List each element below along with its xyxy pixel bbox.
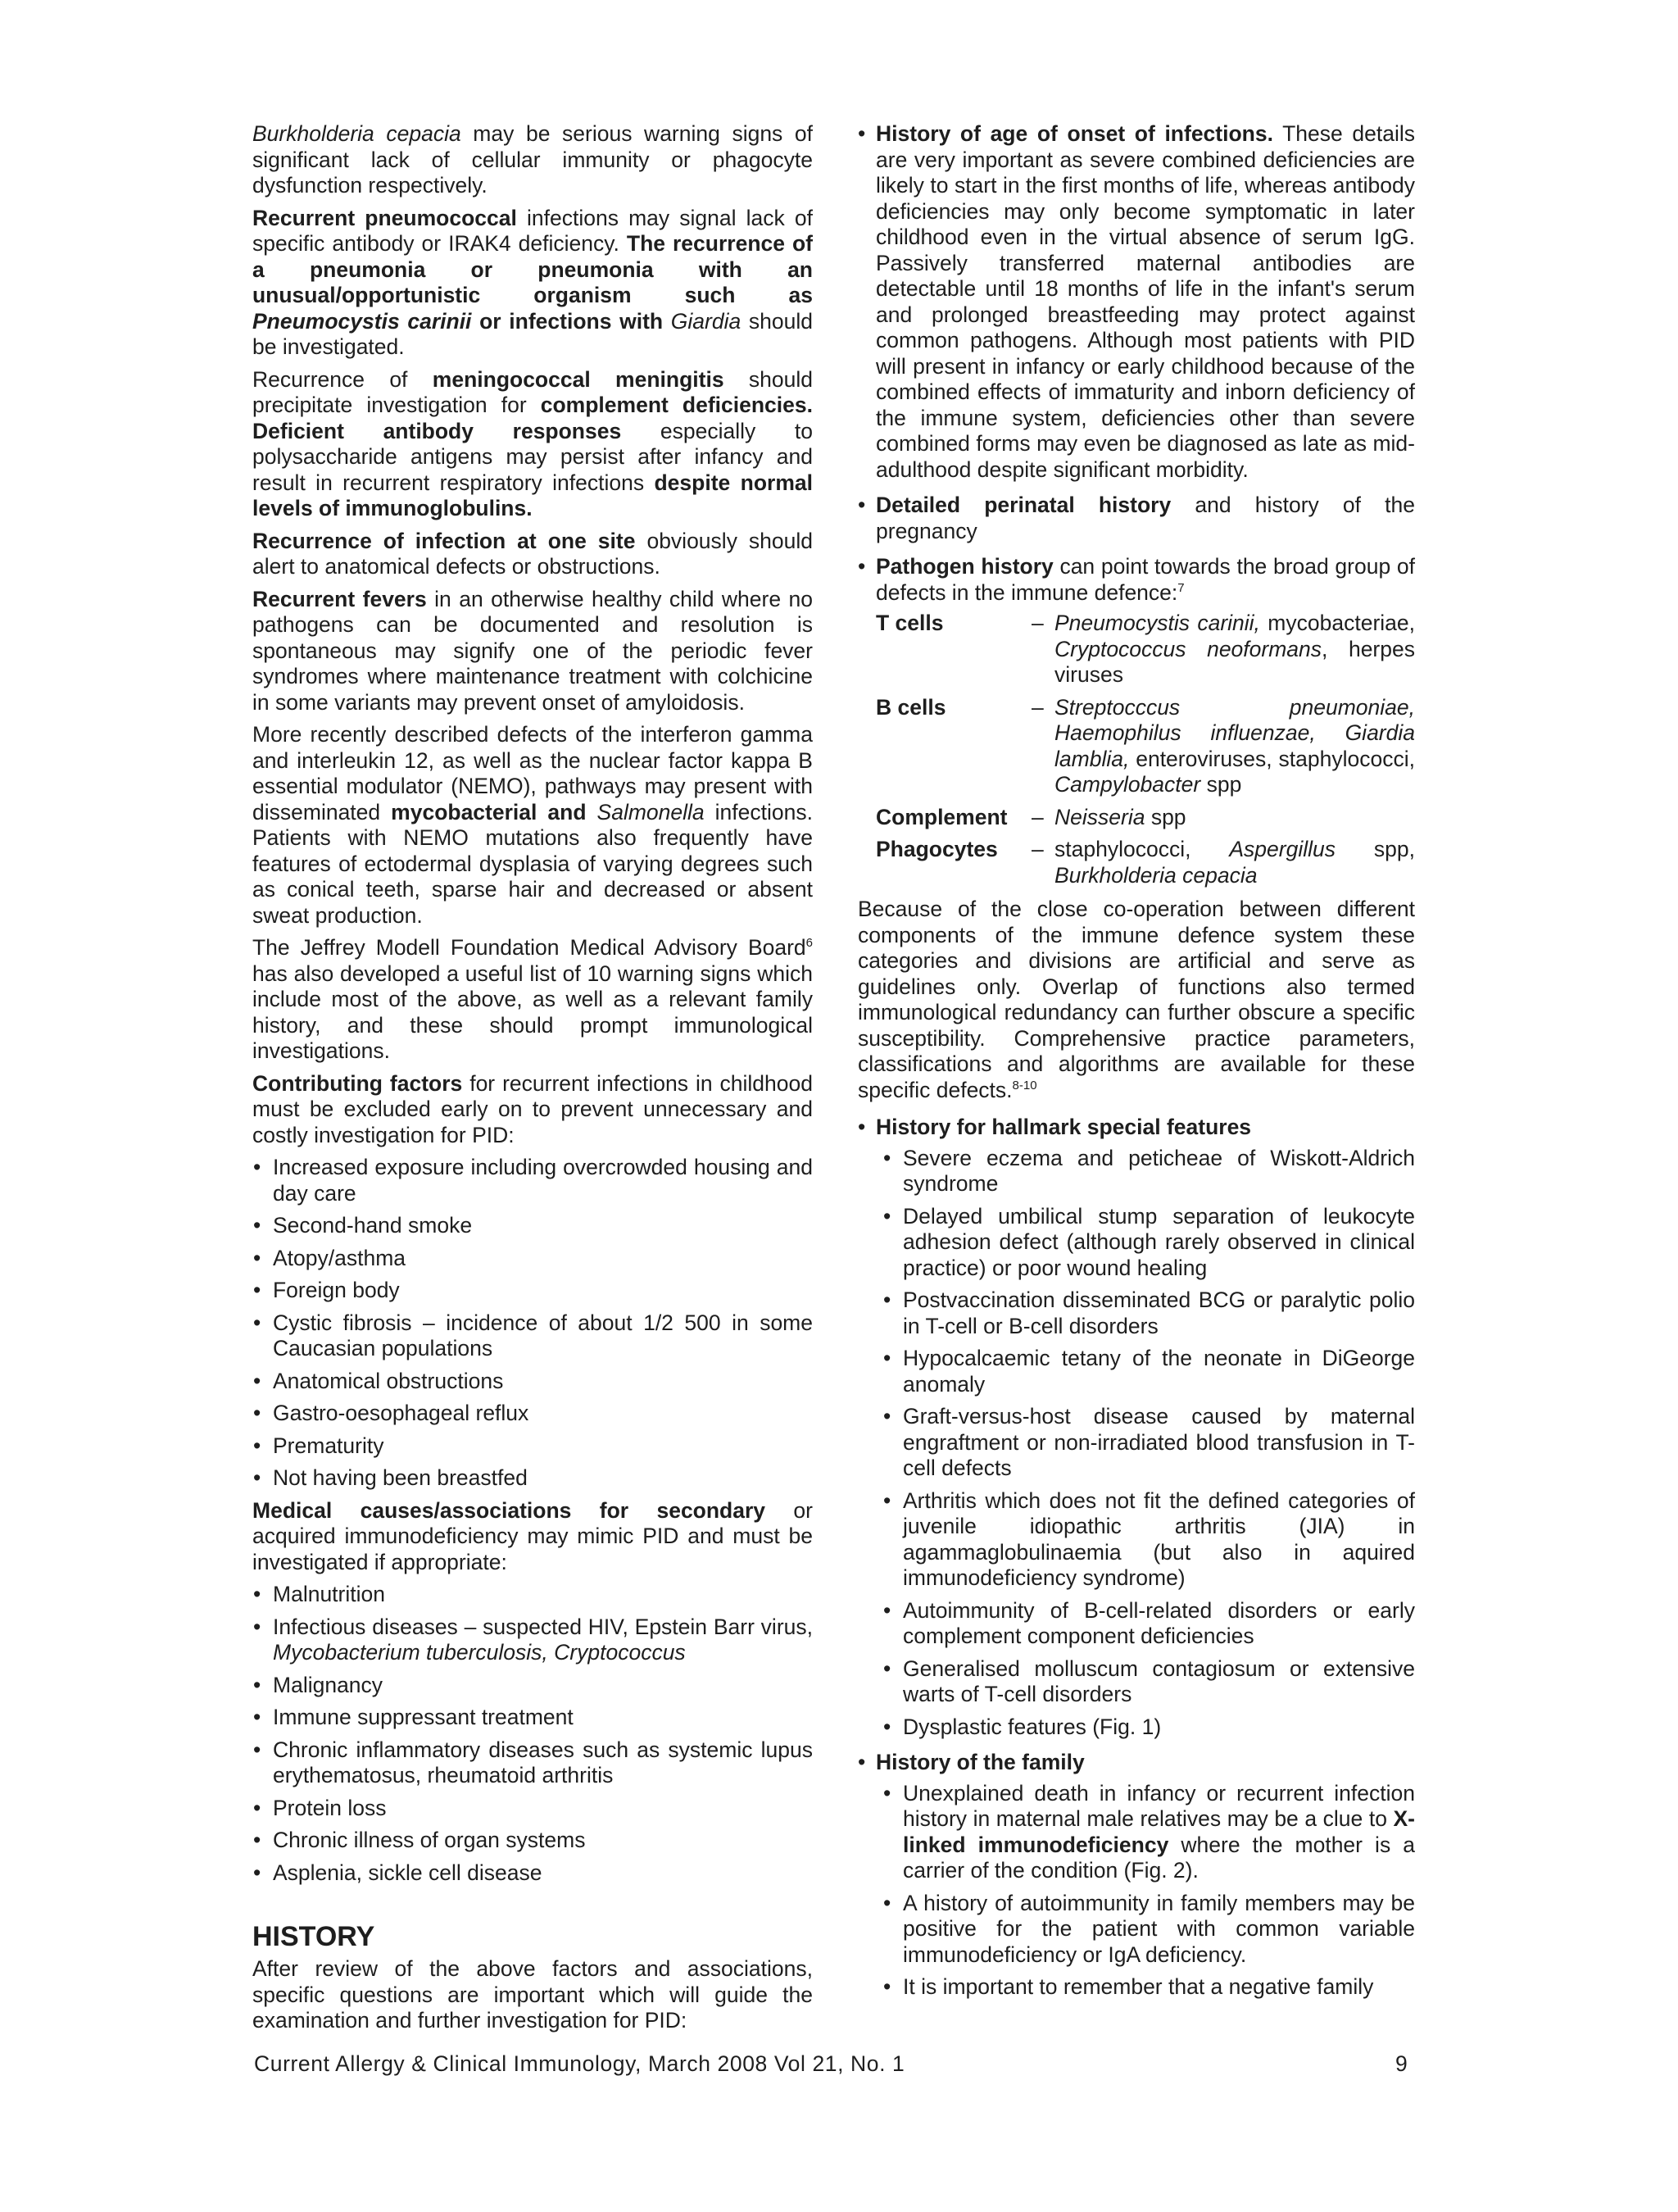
contributing-factors-list <box>252 1155 813 1492</box>
list-item-pathogen: • Pathogen history can point towards the broad group of defects in the immune defence:$^7$ T cells – Pneumocystis carinii, mycobacteriae, Cryptococcus neoformans, herpes viruses B cells – Streptocccus pneumoniae, Haemophilus influenzae, Giardia lamblia, enteroviruses, staphylococci, Campylobacter spp Complement – Neisseria spp Phagocytes – staphylococci, Aspergillus spp, Burkholderia cepacia <box>858 554 1415 888</box>
list-item: • Foreign body <box>252 1278 813 1304</box>
list-item: • Dysplastic features (Fig. 1) <box>876 1715 1415 1741</box>
footnote-ref: 7 <box>1177 580 1185 595</box>
list-item: • Second-hand smoke <box>252 1213 813 1239</box>
list-item: • Generalised molluscum contagiosum or extensive warts of T-cell disorders <box>876 1656 1415 1708</box>
list-item: • Unexplained death in infancy or recurrent infection history in maternal male relatives may be a clue to X-linked immunodeficiency where the mother is a carrier of the condition (Fig. 2). <box>876 1781 1415 1884</box>
list-item-hallmark: • History for hallmark special features • Severe eczema and peticheae of Wiskott-Aldrich syndrome • Delayed umbilical stump separation of leukocyte adhesion defect (although rarely observed in clinical practice) or poor wound healing • Postvaccination disseminated BCG or paralytic polio in T-cell or B-cell disorders • Hypocalcaemic tetany of the neonate in DiGeorge anomaly • Graft-versus-host disease caused by maternal engraftment or non-irradiated blood transfusion in T-cell defects • Arthritis which does not fit the defined categories of juvenile idiopathic arthritis (JIA) in agammaglobulinaemia (but also in aquired immunodeficiency syndrome) • Autoimmunity of B-cell-related disorders or early complement component deficiencies • Generalised molluscum contagiosum or extensive warts of T-cell disorders • Dysplastic features (Fig. 1) <box>858 1115 1415 1740</box>
journal-footer: Current Allergy & Clinical Immunology, March 2008 Vol 21, No. 1 <box>254 2051 905 2076</box>
paragraph-contributing: Contributing factors for recurrent infections in childhood must be excluded early on to prevent unnecessary and costly investigation for PID: <box>252 1070 813 1147</box>
paragraph-recurrent-fevers: Recurrent fevers in an otherwise healthy child where no pathogens can be documented and resolution is spontaneous may signify one of the periodic fever syndromes where maintenance treatment with colchicine in some variants may prevent onset of amyloidosis. <box>252 586 813 715</box>
paragraph-jeffrey-modell: The Jeffrey Modell Foundation Medical Advisory Board$^6$ has also developed a useful list of 10 warning signs which include most of the above, as well as a relevant family history, and these should prompt immunological investigations. <box>252 935 813 1063</box>
special-history-list <box>858 1115 1415 2001</box>
footnote-ref: 8-10 <box>1012 1078 1037 1092</box>
list-item: • Severe eczema and peticheae of Wiskott-Aldrich syndrome <box>876 1146 1415 1197</box>
list-item-perinatal: • Detailed perinatal history and history of the pregnancy <box>858 493 1415 544</box>
list-item: • Gastro-oesophageal reflux <box>252 1401 813 1427</box>
list-item: • A history of autoimmunity in family members may be positive for the patient with common variable immunodeficiency or IgA deficiency. <box>876 1891 1415 1969</box>
list-item: • Hypocalcaemic tetany of the neonate in DiGeorge anomaly <box>876 1346 1415 1397</box>
paragraph-warning-signs: Burkholderia cepacia may be serious warning signs of significant lack of cellular immunity or phagocyte dysfunction respectively. <box>252 121 814 198</box>
list-item: • Protein loss <box>252 1796 813 1822</box>
pathogen-row-bcells: B cells – Streptocccus pneumoniae, Haemophilus influenzae, Giardia lamblia, enteroviruses, staphylococci, Campylobacter spp <box>876 694 1415 797</box>
list-item: • Immune suppressant treatment <box>252 1705 813 1731</box>
history-list <box>858 121 1415 888</box>
list-item: • Not having been breastfed <box>252 1465 813 1492</box>
paragraph-cooperation: Because of the close co-operation between different components of the immune defence system these categories and divisions are artificial and serve as guidelines only. Overlap of functions also termed immunological redundancy can further obscure a specific susceptibility. Comprehensive practice parameters, classifications and algorithms are available for these specific defects.$^{8-10}$ <box>858 897 1415 1102</box>
list-item: • Infectious diseases – suspected HIV, Epstein Barr virus, Mycobacterium tuberculosis, Cryptococcus <box>252 1615 813 1666</box>
hallmark-features-list <box>876 1146 1415 1741</box>
page-number: 9 <box>1395 2051 1408 2076</box>
list-item: • Increased exposure including overcrowded housing and day care <box>252 1155 813 1206</box>
list-item: • Postvaccination disseminated BCG or paralytic polio in T-cell or B-cell disorders <box>876 1288 1415 1339</box>
section-heading-history: HISTORY <box>252 1921 375 1952</box>
paragraph-pneumococcal: Recurrent pneumococcal infections may signal lack of specific antibody or IRAK4 deficiency. The recurrence of a pneumonia or pneumonia with an unusual/opportunistic organism such as Pneumocystis carinii or infections with Giardia should be investigated. <box>252 205 813 359</box>
paragraph-interferon: More recently described defects of the interferon gamma and interleukin 12, as well as the nuclear factor kappa B essential modulator (NEMO), pathways may present with disseminated mycobacterial and Salmonella infections. Patients with NEMO mutations also frequently have features of ectodermal dysplasia of varying degrees such as conical teeth, sparse hair and decreased or absent sweat production. <box>252 722 813 928</box>
list-item: • Autoimmunity of B-cell-related disorders or early complement component deficiencies <box>876 1598 1415 1650</box>
paragraph-history-intro: After review of the above factors and associations, specific questions are important which will guide the examination and further investigation for PID: <box>252 1956 813 2033</box>
list-item-age-onset: • History of age of onset of infections. These details are very important as severe combined deficiencies are likely to start in the first months of life, whereas antibody deficiencies may only become symptomatic in later childhood even in the virtual absence of serum IgG. Passively transferred maternal antibodies are detectable until 18 months of life in the infant's serum and prolonged breastfeeding may protect against common pathogens. Although most patients with PID will present in infancy or early childhood because of the combined effects of immaturity and inborn deficiency of the immune system, deficiencies other than severe combined forms may even be diagnosed as late as mid-adulthood despite significant morbidity. <box>858 121 1415 483</box>
list-item: • Graft-versus-host disease caused by maternal engraftment or non-irradiated blood transfusion in T-cell defects <box>876 1404 1415 1482</box>
list-item: • Prematurity <box>252 1433 813 1460</box>
list-item: • Arthritis which does not fit the defined categories of juvenile idiopathic arthritis (JIA) in agammaglobulinaemia (but also in aquired immunodeficiency syndrome) <box>876 1488 1415 1592</box>
pathogen-row-tcells: T cells – Pneumocystis carinii, mycobacteriae, Cryptococcus neoformans, herpes viruses <box>876 611 1415 687</box>
pathogen-table <box>876 611 1415 888</box>
list-item: • Malnutrition <box>252 1582 813 1608</box>
list-item: • Atopy/asthma <box>252 1246 813 1272</box>
list-item: • Malignancy <box>252 1673 813 1699</box>
paragraph-one-site: Recurrence of infection at one site obviously should alert to anatomical defects or obstructions. <box>252 528 814 579</box>
paragraph-meningococcal: Recurrence of meningococcal meningitis should precipitate investigation for complement deficiencies. Deficient antibody responses especially to polysaccharide antigens may persist after infancy and result in recurrent respiratory infections despite normal levels of immunoglobulins. <box>252 366 813 520</box>
list-item: • Anatomical obstructions <box>252 1369 813 1395</box>
list-item: • Cystic fibrosis – incidence of about 1/2 500 in some Caucasian populations <box>252 1310 813 1362</box>
list-item: • Asplenia, sickle cell disease <box>252 1860 813 1887</box>
family-history-list <box>876 1781 1415 2001</box>
list-item: • Delayed umbilical stump separation of leukocyte adhesion defect (although rarely observed in clinical practice) or poor wound healing <box>876 1204 1415 1282</box>
paragraph-medical-causes: Medical causes/associations for secondary or acquired immunodeficiency may mimic PID and must be investigated if appropriate: <box>252 1497 813 1574</box>
list-item-family: • History of the family • Unexplained death in infancy or recurrent infection history in maternal male relatives may be a clue to X-linked immunodeficiency where the mother is a carrier of the condition (Fig. 2). • A history of autoimmunity in family members may be positive for the patient with common variable immunodeficiency or IgA deficiency. • It is important to remember that a negative family <box>858 1750 1415 2001</box>
list-item: • Chronic inflammatory diseases such as systemic lupus erythematosus, rheumatoid arthritis <box>252 1737 813 1789</box>
list-item: • Chronic illness of organ systems <box>252 1828 813 1854</box>
list-item: • It is important to remember that a negative family <box>876 1974 1415 2001</box>
pathogen-row-complement: Complement – Neisseria spp <box>876 804 1186 829</box>
right-column <box>858 121 1415 2010</box>
pathogen-row-phagocytes: Phagocytes – staphylococci, Aspergillus spp, Burkholderia cepacia <box>876 837 1415 888</box>
left-column <box>252 121 813 2041</box>
footnote-ref: 6 <box>805 936 813 951</box>
medical-causes-list <box>252 1582 813 1886</box>
